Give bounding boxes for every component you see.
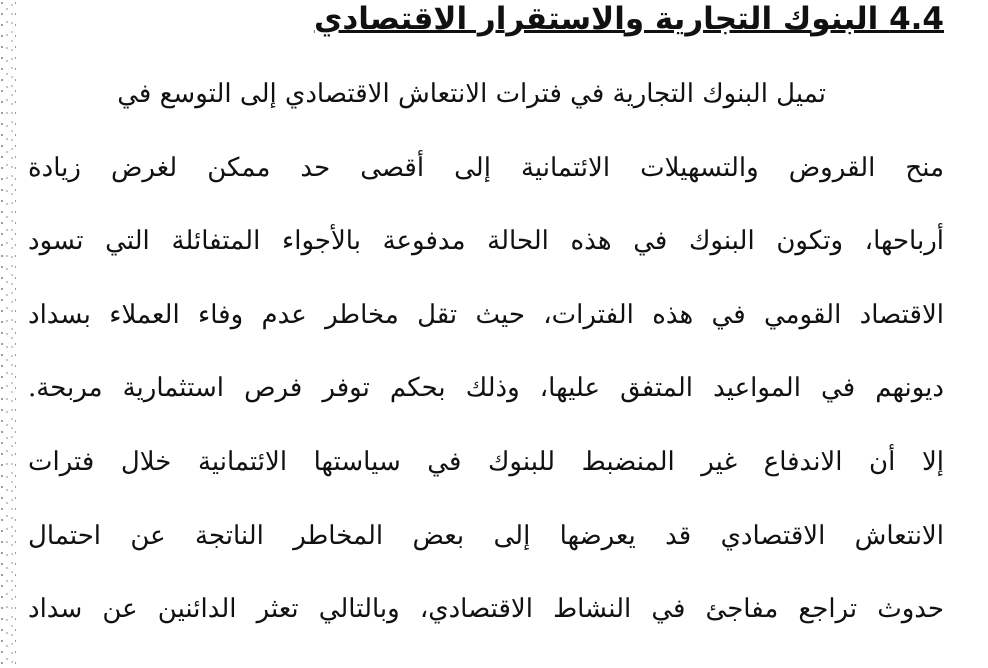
paragraph-line-3: أرباحها، وتكون البنوك في هذه الحالة مدفوعة بالأجواء المتفائلة التي تسود bbox=[28, 226, 944, 257]
paragraph-line-4: الاقتصاد القومي في هذه الفترات، حيث تقل مخاطر عدم وفاء العملاء بسداد bbox=[28, 299, 944, 330]
scan-edge-noise bbox=[0, 0, 16, 668]
document-body bbox=[24, 0, 944, 668]
paragraph-line-2: منح القروض والتسهيلات الائتمانية إلى أقصى حد ممكن لغرض زيادة bbox=[28, 152, 944, 183]
paragraph-line-5: ديونهم في المواعيد المتفق عليها، وذلك بحكم توفر فرص استثمارية مربحة. bbox=[28, 373, 944, 404]
paragraph-line-1: تميل البنوك التجارية في فترات الانتعاش الاقتصادي إلى التوسع في bbox=[117, 79, 826, 109]
paragraph-line-8: حدوث تراجع مفاجئ في النشاط الاقتصادي، وبالتالي تعثر الدائنين عن سداد bbox=[28, 594, 944, 625]
paragraph-line-7: الانتعاش الاقتصادي قد يعرضها إلى بعض المخاطر الناتجة عن احتمال bbox=[28, 520, 944, 551]
paragraph-line-6: إلا أن الاندفاع غير المنضبط للبنوك في سياستها الائتمانية خلال فترات bbox=[28, 446, 944, 477]
section-heading: 4.4 البنوك التجارية والاستقرار الاقتصادي bbox=[313, 1, 944, 37]
paragraph bbox=[28, 58, 944, 647]
